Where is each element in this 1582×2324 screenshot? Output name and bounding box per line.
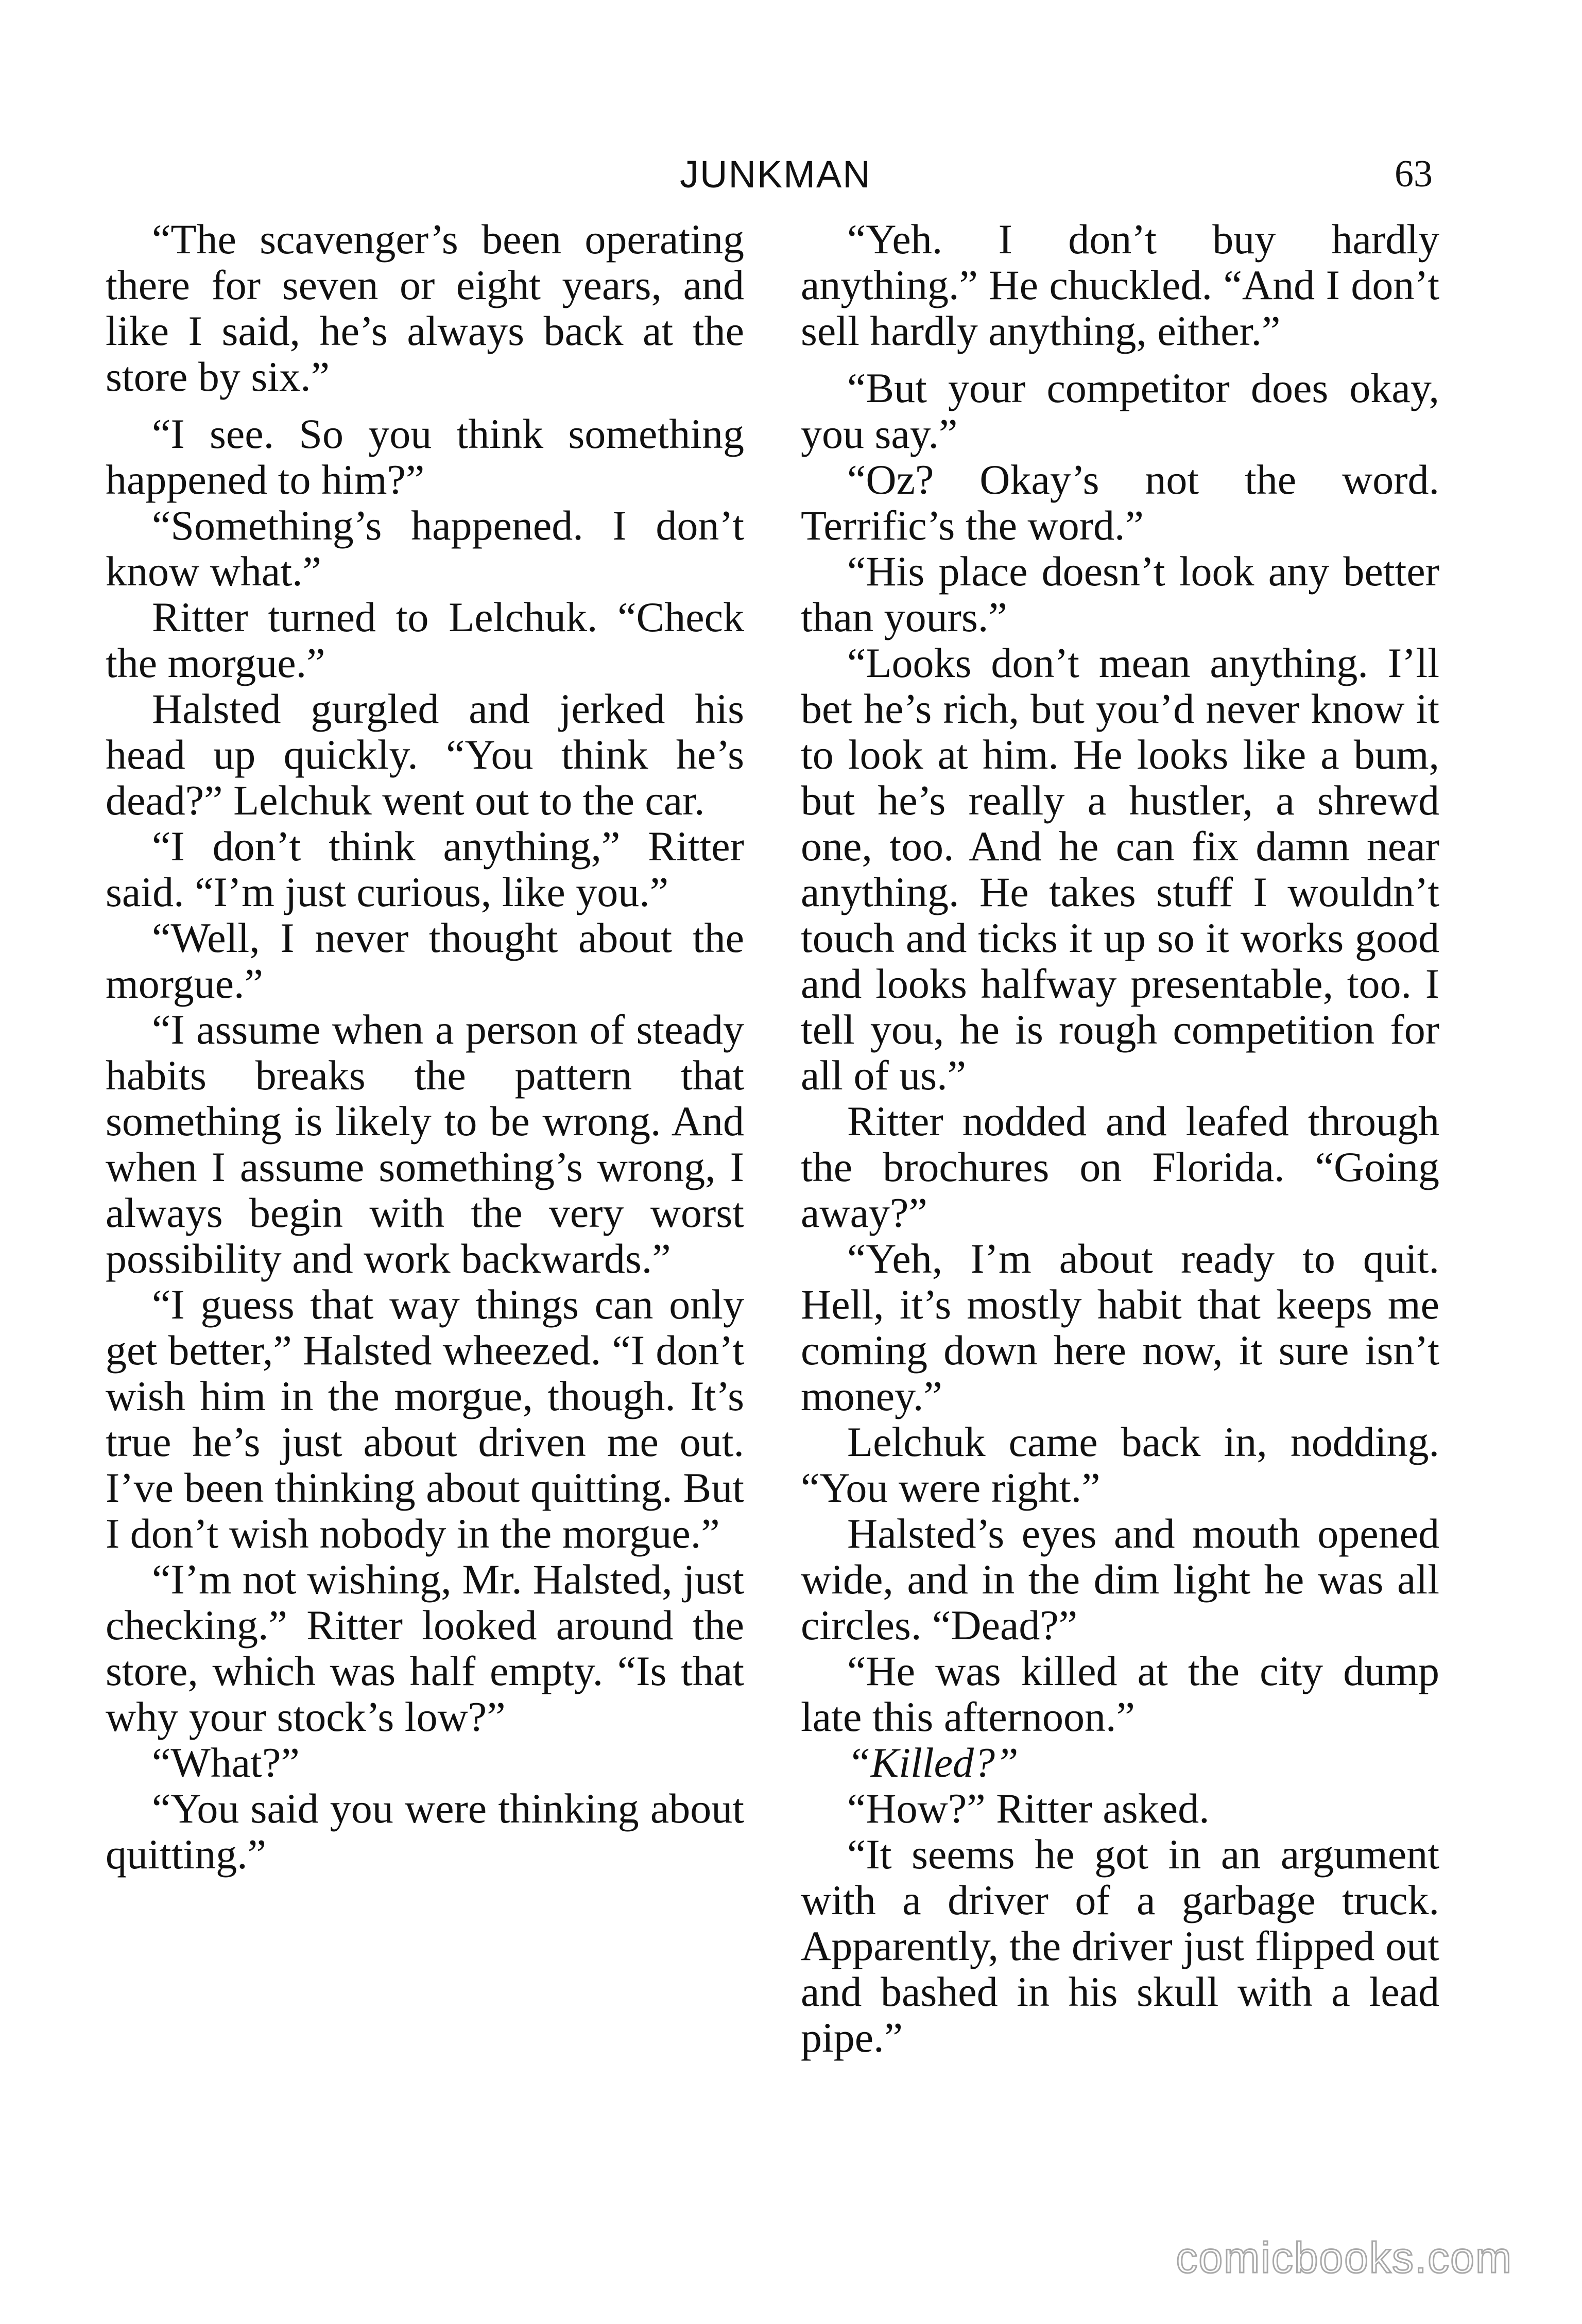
paragraph: Lelchuk came back in, nodding. “You were right.” (801, 1418, 1439, 1511)
paragraph: Halsted gurgled and jerked his head up quickly. “You think he’s dead?” Lelchuk went out to the car. (106, 685, 744, 824)
running-head (0, 152, 1582, 199)
paragraph: Halsted’s eyes and mouth opened wide, and in the dim light he was all circles. “Dead?” (801, 1510, 1439, 1649)
paragraph: “I don’t think anything,” Ritter said. “I’m just curious, like you.” (106, 823, 744, 915)
paragraph: Ritter nodded and leafed through the brochures on Florida. “Going away?” (801, 1098, 1439, 1236)
left-column (106, 216, 744, 1877)
right-column (801, 216, 1439, 2060)
paragraph: “How?” Ritter asked. (847, 1785, 1210, 1832)
paragraph: “I guess that way things can only get better,” Halsted wheezed. “I don’t wish him in the morgue, though. It’s true he’s just about driven me out. I’ve been thinking about quitting. But I don’t wish nobody in the morgue.” (106, 1281, 744, 1557)
italic-text: “Killed?” (847, 1739, 1019, 1786)
paragraph: “Yeh, I’m about ready to quit. Hell, it’s mostly habit that keeps me coming down here now, it sure isn’t money.” (801, 1235, 1439, 1419)
paragraph: “What?” (152, 1739, 300, 1786)
paragraph: “Yeh. I don’t buy hardly anything.” He chuckled. “And I don’t sell hardly anything, either.” (801, 216, 1439, 354)
running-title: JUNKMAN (680, 153, 871, 196)
paragraph: “The scavenger’s been operating there for seven or eight years, and like I said, he’s always back at the store by six.” (106, 216, 744, 400)
paragraph: “He was killed at the city dump late this afternoon.” (801, 1647, 1439, 1740)
watermark-logo: comicbooks.com (1176, 2233, 1512, 2282)
paragraph: “But your competitor does okay, you say.” (801, 365, 1439, 457)
paragraph-italic (801, 1740, 1439, 1785)
paragraph: “Something’s happened. I don’t know what.” (106, 502, 744, 595)
paragraph: “Well, I never thought about the morgue.” (106, 914, 744, 1007)
paragraph: Ritter turned to Lelchuk. “Check the morgue.” (106, 594, 744, 686)
paragraph: “I’m not wishing, Mr. Halsted, just checking.” Ritter looked around the store, which was half empty. “Is that why your stock’s low?” (106, 1556, 744, 1740)
paragraph: “It seems he got in an argument with a driver of a garbage truck. Apparently, the driver just flipped out and bashed in his skull with a lead pipe.” (801, 1831, 1439, 2061)
paragraph: “Looks don’t mean anything. I’ll bet he’s rich, but you’d never know it to look at him. He looks like a bum, but he’s really a hustler, a shrewd one, too. And he can fix damn near anything. He takes stuff I wouldn’t touch and ticks it up so it works good and looks halfway presentable, too. I tell you, he is rough competition for all of us.” (801, 639, 1439, 1099)
paragraph: “His place doesn’t look any better than yours.” (801, 548, 1439, 640)
paragraph: “You said you were thinking about quitting.” (106, 1785, 744, 1878)
paragraph: “I see. So you think something happened to him?” (106, 410, 744, 503)
page-number: 63 (1395, 153, 1433, 195)
paragraph: “Oz? Okay’s not the word. Terrific’s the word.” (801, 456, 1439, 549)
paragraph: “I assume when a person of steady habits breaks the pattern that something is likely to be wrong. And when I assume something’s wrong, I always begin with the very worst possibility and work backwards.” (106, 1006, 744, 1282)
